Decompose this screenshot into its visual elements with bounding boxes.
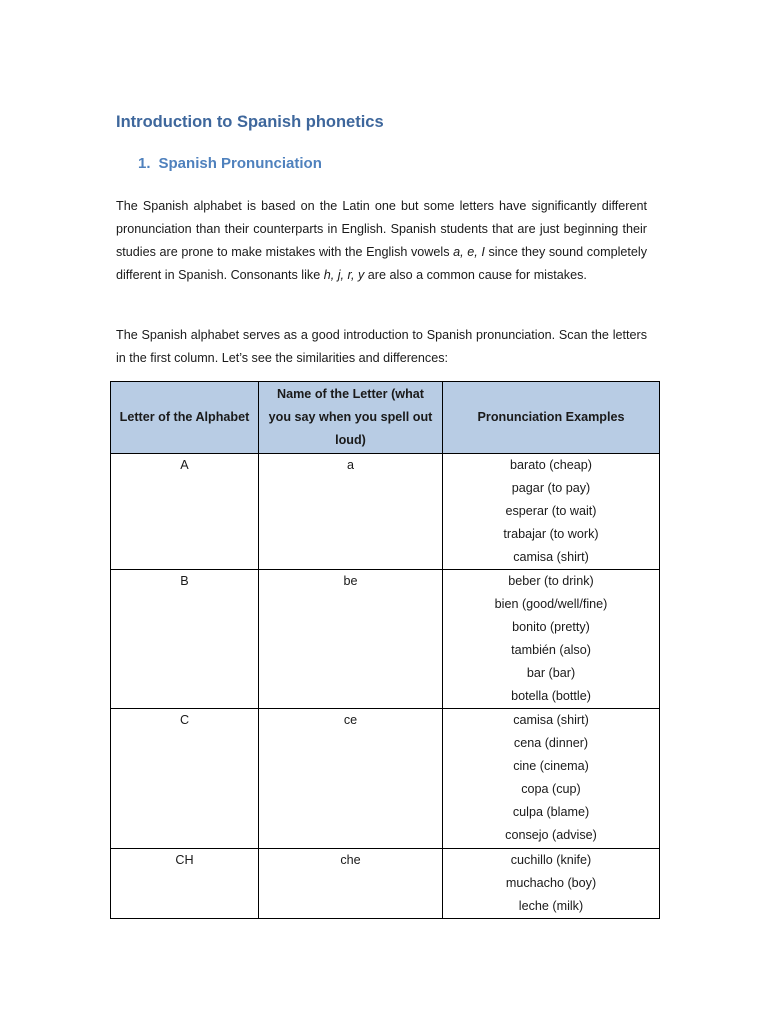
section-number: 1. xyxy=(138,155,151,172)
alphabet-table xyxy=(110,381,660,919)
table-header-row xyxy=(111,382,660,454)
consonants-text: h, j, r, y xyxy=(323,268,365,282)
example-word: copa (cup) xyxy=(521,782,581,796)
letter-cell: B xyxy=(111,570,259,709)
header-letter: Letter of the Alphabet xyxy=(111,382,259,454)
example-word: culpa (blame) xyxy=(512,805,590,819)
table-row xyxy=(111,570,660,709)
table-row xyxy=(111,454,660,570)
examples-cell xyxy=(443,570,660,709)
examples-cell xyxy=(443,709,660,849)
section-heading xyxy=(138,155,322,172)
examples-cell xyxy=(443,454,660,570)
table-row xyxy=(111,849,660,919)
letter-cell: A xyxy=(111,454,259,570)
letter-name-cell: che xyxy=(259,849,443,919)
table-intro-paragraph: The Spanish alphabet serves as a good introduction to Spanish pronunciation. Scan the letters in the first column. Let’s see the similarities and differences: xyxy=(116,328,647,365)
document-title: Introduction to Spanish phonetics xyxy=(116,113,384,131)
example-word: cena (dinner) xyxy=(513,736,589,750)
example-word: muchacho (boy) xyxy=(505,876,597,890)
example-word: consejo (advise) xyxy=(505,828,597,842)
letter-cell: C xyxy=(111,709,259,849)
examples-cell xyxy=(443,849,660,919)
example-word: pagar (to pay) xyxy=(511,481,591,495)
example-word: esperar (to wait) xyxy=(505,504,597,518)
intro-text-1: The Spanish alphabet is based on the Latin one but some letters have significantly different pronunciation than their counterparts in English. Spanish students that are just beginning their studies are prone to make mistakes with the English vowels xyxy=(116,199,647,259)
letter-name-cell: a xyxy=(259,454,443,570)
example-word: beber (to drink) xyxy=(508,574,594,588)
example-word: camisa (shirt) xyxy=(513,550,589,564)
letter-cell: CH xyxy=(111,849,259,919)
letter-name-cell: be xyxy=(259,570,443,709)
header-examples: Pronunciation Examples xyxy=(443,382,660,454)
example-word: trabajar (to work) xyxy=(503,527,599,541)
example-word: bonito (pretty) xyxy=(512,620,590,634)
example-word: bar (bar) xyxy=(526,666,576,680)
example-word: camisa (shirt) xyxy=(513,713,589,727)
header-name: Name of the Letter (what you say when you spell out loud) xyxy=(259,382,443,454)
example-word: leche (milk) xyxy=(518,899,584,913)
example-word: botella (bottle) xyxy=(511,689,591,703)
letter-name-cell: ce xyxy=(259,709,443,849)
intro-text-3: are also a common cause for mistakes. xyxy=(364,268,587,282)
intro-paragraph xyxy=(116,195,647,287)
example-word: barato (cheap) xyxy=(510,458,592,472)
example-word: también (also) xyxy=(511,643,591,657)
section-title: Spanish Pronunciation xyxy=(158,155,322,172)
intro-text-2: since they sound completely different in Spanish. Consonants like xyxy=(116,245,647,282)
example-word: cuchillo (knife) xyxy=(510,853,592,867)
vowels-text: a, e, I xyxy=(453,245,485,259)
example-word: cine (cinema) xyxy=(513,759,589,773)
table-row xyxy=(111,709,660,849)
example-word: bien (good/well/fine) xyxy=(494,597,608,611)
